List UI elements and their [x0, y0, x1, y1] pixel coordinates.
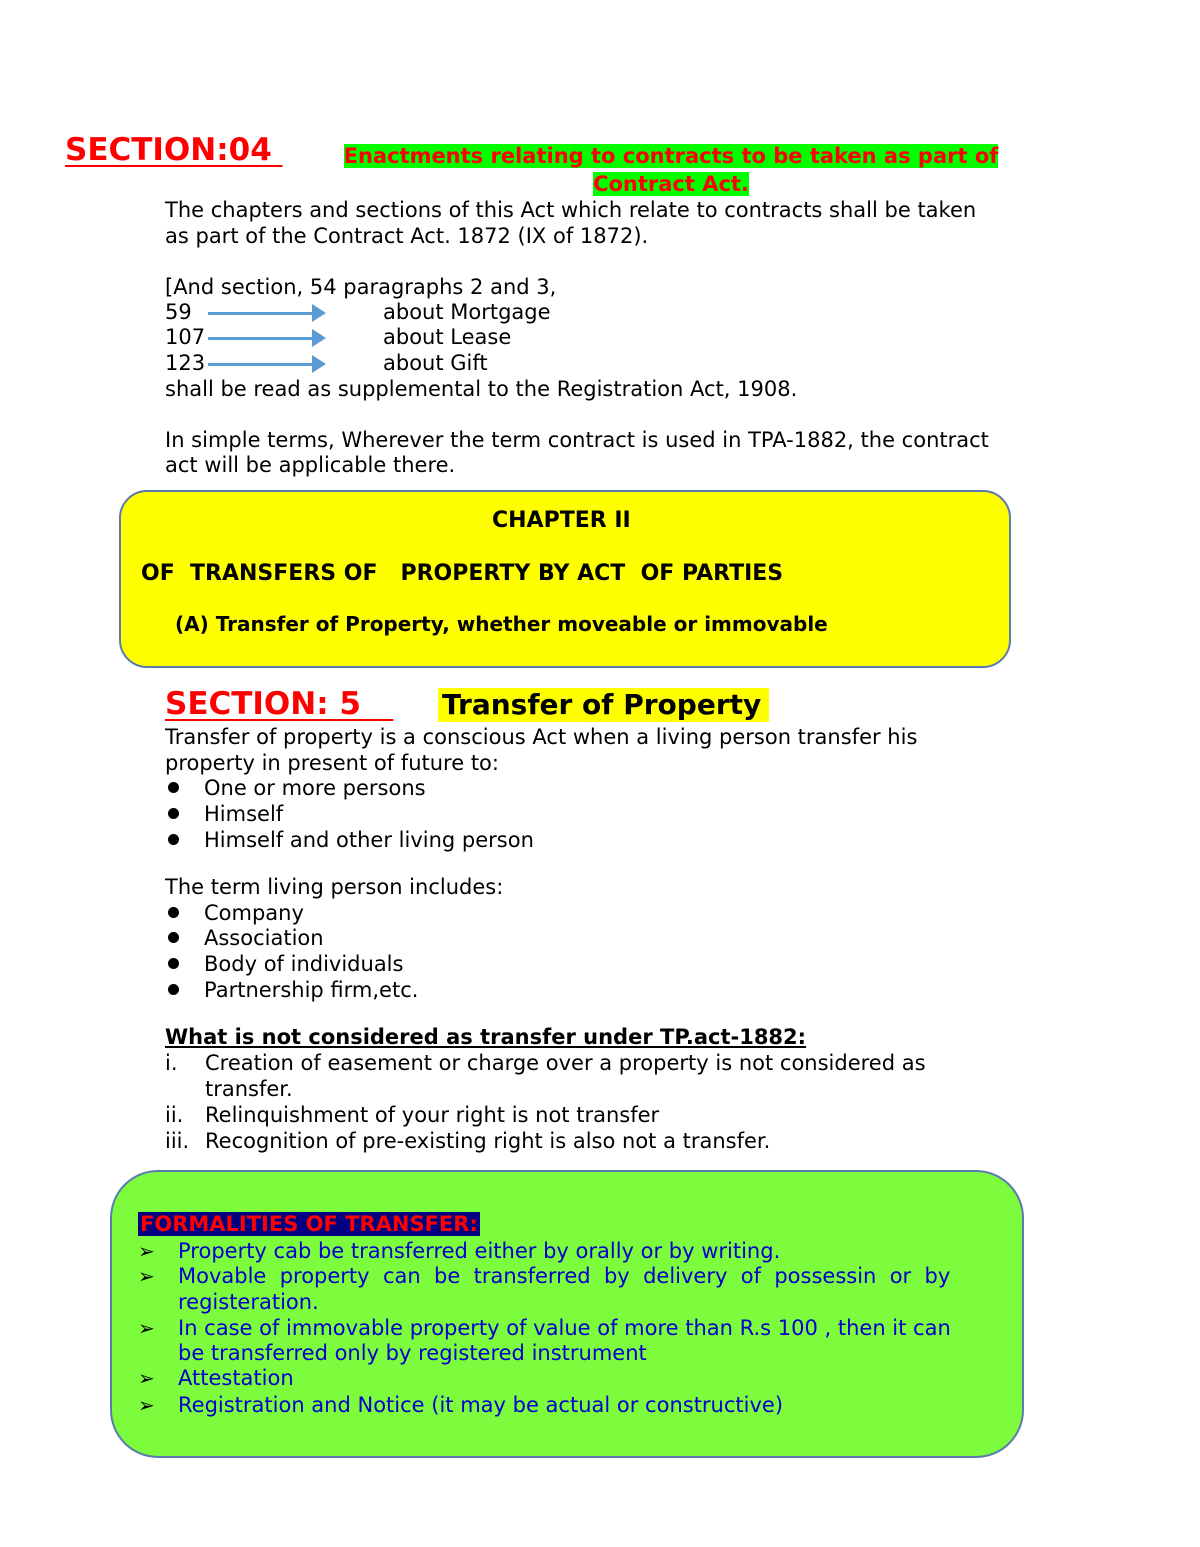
chapter-subtitle: (A) Transfer of Property, whether moveable or immovable	[175, 612, 828, 636]
formality-item-cont: registeration.	[178, 1290, 319, 1314]
bullet-icon	[168, 932, 179, 943]
list-item: Himself and other living person	[204, 828, 534, 852]
chapter-title: OF TRANSFERS OF PROPERTY BY ACT OF PARTIES	[141, 561, 784, 586]
arrow-bullet-icon: ➢	[138, 1264, 155, 1288]
section4-para3-line1: In simple terms, Wherever the term contract is used in TPA-1882, the contract	[165, 428, 989, 452]
arrow-right-icon	[312, 355, 326, 373]
section4-para3-line2: act will be applicable there.	[165, 453, 456, 477]
bullet-icon	[168, 782, 179, 793]
bullet-icon	[168, 834, 179, 845]
ref-number: 107	[165, 325, 206, 349]
roman-numeral: i.	[165, 1051, 178, 1075]
section4-para2-last: shall be read as supplemental to the Registration Act, 1908.	[165, 377, 798, 401]
formality-item: In case of immovable property of value of more than R.s 100 , then it can	[178, 1316, 951, 1340]
roman-numeral: ii.	[165, 1103, 184, 1127]
not-transfer-item-cont: transfer.	[205, 1077, 293, 1101]
ref-number: 123	[165, 351, 206, 375]
section5-intro-line2: property in present of future to:	[165, 751, 499, 775]
formality-item: Registration and Notice (it may be actual or constructive)	[178, 1393, 784, 1417]
list-item: Company	[204, 901, 304, 925]
section4-para1-line1: The chapters and sections of this Act which relate to contracts shall be taken	[165, 198, 977, 222]
arrow-bullet-icon: ➢	[138, 1366, 155, 1390]
section4-label: SECTION:04	[65, 132, 283, 168]
ref-number: 59	[165, 300, 192, 324]
not-transfer-item: Creation of easement or charge over a property is not considered as	[205, 1051, 926, 1075]
not-transfer-item: Relinquishment of your right is not transfer	[205, 1103, 660, 1127]
list-item: One or more persons	[204, 776, 426, 800]
not-transfer-item: Recognition of pre-existing right is also not a transfer.	[205, 1129, 771, 1153]
list-item: Body of individuals	[204, 952, 404, 976]
arrow-right-icon	[312, 304, 326, 322]
arrow-bullet-icon: ➢	[138, 1393, 155, 1417]
ref-description: about Gift	[383, 351, 488, 375]
list-item: Himself	[204, 802, 284, 826]
section5-title: Transfer of Property	[438, 688, 769, 722]
section4-title	[323, 142, 1019, 198]
bullet-icon	[168, 907, 179, 918]
list-item: Partnership firm,etc.	[204, 978, 419, 1002]
ref-description: about Mortgage	[383, 300, 551, 324]
formalities-title-text: FORMALITIES OF TRANSFER:	[140, 1212, 478, 1236]
arrow-bullet-icon: ➢	[138, 1239, 155, 1263]
section4-para1-line2: as part of the Contract Act. 1872 (IX of 1872).	[165, 224, 649, 248]
section4-para2-line1: [And section, 54 paragraphs 2 and 3,	[165, 275, 557, 299]
roman-numeral: iii.	[165, 1129, 190, 1153]
formality-item: Movable property can be transferred by delivery of possessin or by	[178, 1264, 951, 1288]
living-person-intro: The term living person includes:	[165, 875, 504, 899]
bullet-icon	[168, 958, 179, 969]
not-transfer-heading: What is not considered as transfer under TP.act-1882:	[165, 1025, 807, 1049]
arrow-right-icon	[312, 329, 326, 347]
bullet-icon	[168, 808, 179, 819]
ref-description: about Lease	[383, 325, 512, 349]
bullet-icon	[168, 984, 179, 995]
arrow-line	[208, 312, 316, 315]
formality-item-cont: be transferred only by registered instrument	[178, 1341, 647, 1365]
arrow-line	[208, 363, 316, 366]
arrow-line	[208, 337, 316, 340]
arrow-bullet-icon: ➢	[138, 1316, 155, 1340]
section4-title-line1: Enactments relating to contracts to be taken as part of	[343, 144, 999, 168]
section5-label: SECTION: 5	[165, 686, 394, 722]
section5-intro-line1: Transfer of property is a conscious Act when a living person transfer his	[165, 725, 918, 749]
formality-item: Attestation	[178, 1366, 294, 1390]
chapter-number: CHAPTER II	[492, 508, 631, 533]
list-item: Association	[204, 926, 324, 950]
formalities-title	[138, 1211, 480, 1237]
formality-item: Property cab be transferred either by orally or by writing.	[178, 1239, 781, 1263]
section4-title-line2: Contract Act.	[593, 172, 749, 196]
